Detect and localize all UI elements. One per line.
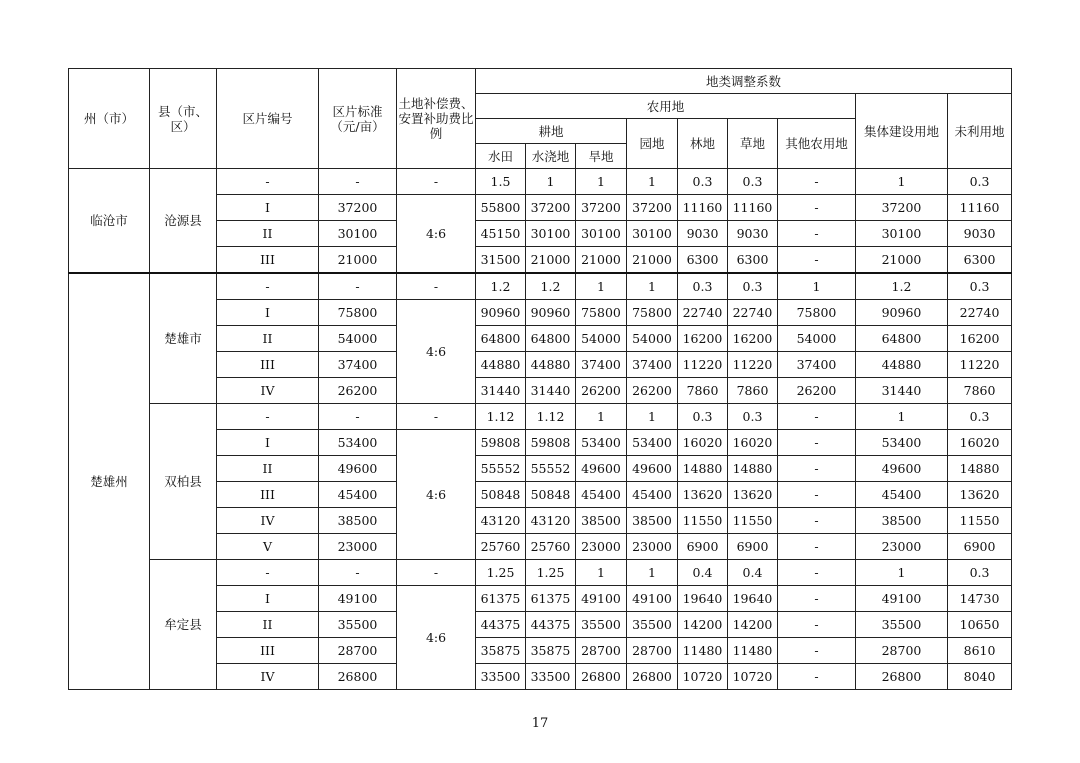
other-nong-cell: - bbox=[778, 456, 856, 482]
standard-cell: 26200 bbox=[319, 378, 397, 404]
jiti-cell: 64800 bbox=[856, 326, 948, 352]
caodi-cell: 6900 bbox=[728, 534, 778, 560]
qupian-no-cell: II bbox=[217, 612, 319, 638]
weili-cell: 11550 bbox=[948, 508, 1012, 534]
weili-cell: 0.3 bbox=[948, 169, 1012, 195]
lindi-cell: 16200 bbox=[678, 326, 728, 352]
page-number: 17 bbox=[531, 716, 549, 731]
caodi-cell: 9030 bbox=[728, 221, 778, 247]
lindi-cell: 19640 bbox=[678, 586, 728, 612]
shuijiao-cell: 21000 bbox=[526, 247, 576, 274]
shuitian-cell: 61375 bbox=[476, 586, 526, 612]
table-row bbox=[69, 560, 1012, 586]
header-ratio: 土地补偿费、安置补助费比例 bbox=[397, 69, 476, 169]
handi-cell: 49100 bbox=[576, 586, 627, 612]
other-nong-cell: 75800 bbox=[778, 300, 856, 326]
handi-cell: 54000 bbox=[576, 326, 627, 352]
standard-cell: 45400 bbox=[319, 482, 397, 508]
handi-cell: 23000 bbox=[576, 534, 627, 560]
qupian-no-cell: - bbox=[217, 169, 319, 195]
lindi-cell: 11220 bbox=[678, 352, 728, 378]
ratio-cell: - bbox=[397, 169, 476, 195]
handi-cell: 45400 bbox=[576, 482, 627, 508]
yuandi-cell: 30100 bbox=[627, 221, 678, 247]
standard-cell: 26800 bbox=[319, 664, 397, 690]
yuandi-cell: 38500 bbox=[627, 508, 678, 534]
qupian-no-cell: - bbox=[217, 560, 319, 586]
header-gengdi: 耕地 bbox=[476, 119, 627, 144]
county-cell: 沧源县 bbox=[150, 169, 217, 274]
handi-cell: 1 bbox=[576, 169, 627, 195]
yuandi-cell: 1 bbox=[627, 273, 678, 300]
standard-cell: 53400 bbox=[319, 430, 397, 456]
lindi-cell: 10720 bbox=[678, 664, 728, 690]
other-nong-cell: - bbox=[778, 430, 856, 456]
lindi-cell: 11160 bbox=[678, 195, 728, 221]
header-zhou: 州（市） bbox=[69, 69, 150, 169]
jiti-cell: 35500 bbox=[856, 612, 948, 638]
yuandi-cell: 49100 bbox=[627, 586, 678, 612]
caodi-cell: 16020 bbox=[728, 430, 778, 456]
ratio-cell: 4:6 bbox=[397, 586, 476, 690]
shuijiao-cell: 44880 bbox=[526, 352, 576, 378]
shuitian-cell: 50848 bbox=[476, 482, 526, 508]
qupian-no-cell: I bbox=[217, 430, 319, 456]
jiti-cell: 53400 bbox=[856, 430, 948, 456]
header-other-nong: 其他农用地 bbox=[778, 119, 856, 169]
jiti-cell: 28700 bbox=[856, 638, 948, 664]
shuijiao-cell: 1 bbox=[526, 169, 576, 195]
caodi-cell: 14880 bbox=[728, 456, 778, 482]
shuitian-cell: 1.25 bbox=[476, 560, 526, 586]
handi-cell: 1 bbox=[576, 560, 627, 586]
header-weili: 未利用地 bbox=[948, 94, 1012, 169]
shuijiao-cell: 31440 bbox=[526, 378, 576, 404]
ratio-cell: - bbox=[397, 404, 476, 430]
weili-cell: 22740 bbox=[948, 300, 1012, 326]
weili-cell: 0.3 bbox=[948, 560, 1012, 586]
yuandi-cell: 35500 bbox=[627, 612, 678, 638]
jiti-cell: 49600 bbox=[856, 456, 948, 482]
header-handi: 旱地 bbox=[576, 144, 627, 169]
other-nong-cell: - bbox=[778, 247, 856, 274]
shuijiao-cell: 30100 bbox=[526, 221, 576, 247]
standard-cell: 21000 bbox=[319, 247, 397, 274]
jiti-cell: 1 bbox=[856, 560, 948, 586]
standard-cell: 30100 bbox=[319, 221, 397, 247]
lindi-cell: 0.3 bbox=[678, 273, 728, 300]
yuandi-cell: 45400 bbox=[627, 482, 678, 508]
handi-cell: 38500 bbox=[576, 508, 627, 534]
other-nong-cell: - bbox=[778, 508, 856, 534]
jiti-cell: 23000 bbox=[856, 534, 948, 560]
lindi-cell: 7860 bbox=[678, 378, 728, 404]
shuitian-cell: 59808 bbox=[476, 430, 526, 456]
caodi-cell: 13620 bbox=[728, 482, 778, 508]
other-nong-cell: 37400 bbox=[778, 352, 856, 378]
yuandi-cell: 53400 bbox=[627, 430, 678, 456]
shuitian-cell: 25760 bbox=[476, 534, 526, 560]
jiti-cell: 44880 bbox=[856, 352, 948, 378]
lindi-cell: 22740 bbox=[678, 300, 728, 326]
header-shuijiao: 水浇地 bbox=[526, 144, 576, 169]
shuijiao-cell: 43120 bbox=[526, 508, 576, 534]
qupian-no-cell: IV bbox=[217, 378, 319, 404]
header-coef: 地类调整系数 bbox=[476, 69, 1012, 94]
standard-cell: 37400 bbox=[319, 352, 397, 378]
shuijiao-cell: 35875 bbox=[526, 638, 576, 664]
caodi-cell: 22740 bbox=[728, 300, 778, 326]
weili-cell: 7860 bbox=[948, 378, 1012, 404]
shuitian-cell: 45150 bbox=[476, 221, 526, 247]
shuitian-cell: 1.12 bbox=[476, 404, 526, 430]
other-nong-cell: - bbox=[778, 221, 856, 247]
table-row bbox=[69, 169, 1012, 195]
table-row bbox=[69, 404, 1012, 430]
header-jiti: 集体建设用地 bbox=[856, 94, 948, 169]
zhou-cell: 临沧市 bbox=[69, 169, 150, 274]
caodi-cell: 7860 bbox=[728, 378, 778, 404]
ratio-cell: - bbox=[397, 273, 476, 300]
header-yuandi: 园地 bbox=[627, 119, 678, 169]
caodi-cell: 0.3 bbox=[728, 273, 778, 300]
standard-cell: 37200 bbox=[319, 195, 397, 221]
ratio-cell: 4:6 bbox=[397, 300, 476, 404]
other-nong-cell: 1 bbox=[778, 273, 856, 300]
shuijiao-cell: 1.2 bbox=[526, 273, 576, 300]
handi-cell: 30100 bbox=[576, 221, 627, 247]
qupian-no-cell: II bbox=[217, 456, 319, 482]
county-cell: 双柏县 bbox=[150, 404, 217, 560]
yuandi-cell: 37400 bbox=[627, 352, 678, 378]
handi-cell: 53400 bbox=[576, 430, 627, 456]
qupian-no-cell: II bbox=[217, 221, 319, 247]
caodi-cell: 16200 bbox=[728, 326, 778, 352]
caodi-cell: 11220 bbox=[728, 352, 778, 378]
caodi-cell: 11480 bbox=[728, 638, 778, 664]
table-row bbox=[69, 273, 1012, 300]
yuandi-cell: 37200 bbox=[627, 195, 678, 221]
shuijiao-cell: 55552 bbox=[526, 456, 576, 482]
lindi-cell: 0.3 bbox=[678, 404, 728, 430]
other-nong-cell: - bbox=[778, 612, 856, 638]
shuijiao-cell: 37200 bbox=[526, 195, 576, 221]
weili-cell: 13620 bbox=[948, 482, 1012, 508]
jiti-cell: 90960 bbox=[856, 300, 948, 326]
other-nong-cell: - bbox=[778, 586, 856, 612]
yuandi-cell: 54000 bbox=[627, 326, 678, 352]
handi-cell: 1 bbox=[576, 273, 627, 300]
jiti-cell: 38500 bbox=[856, 508, 948, 534]
weili-cell: 16200 bbox=[948, 326, 1012, 352]
county-cell: 楚雄市 bbox=[150, 273, 217, 404]
weili-cell: 8040 bbox=[948, 664, 1012, 690]
ratio-cell: - bbox=[397, 560, 476, 586]
caodi-cell: 19640 bbox=[728, 586, 778, 612]
shuijiao-cell: 33500 bbox=[526, 664, 576, 690]
weili-cell: 16020 bbox=[948, 430, 1012, 456]
other-nong-cell: - bbox=[778, 638, 856, 664]
weili-cell: 14730 bbox=[948, 586, 1012, 612]
qupian-no-cell: - bbox=[217, 273, 319, 300]
weili-cell: 10650 bbox=[948, 612, 1012, 638]
standard-cell: 35500 bbox=[319, 612, 397, 638]
jiti-cell: 49100 bbox=[856, 586, 948, 612]
handi-cell: 35500 bbox=[576, 612, 627, 638]
lindi-cell: 0.3 bbox=[678, 169, 728, 195]
shuitian-cell: 43120 bbox=[476, 508, 526, 534]
shuijiao-cell: 1.25 bbox=[526, 560, 576, 586]
shuijiao-cell: 59808 bbox=[526, 430, 576, 456]
lindi-cell: 16020 bbox=[678, 430, 728, 456]
qupian-no-cell: I bbox=[217, 300, 319, 326]
ratio-cell: 4:6 bbox=[397, 430, 476, 560]
shuitian-cell: 35875 bbox=[476, 638, 526, 664]
other-nong-cell: 26200 bbox=[778, 378, 856, 404]
header-standard: 区片标准（元/亩） bbox=[319, 69, 397, 169]
lindi-cell: 14880 bbox=[678, 456, 728, 482]
jiti-cell: 30100 bbox=[856, 221, 948, 247]
shuitian-cell: 44375 bbox=[476, 612, 526, 638]
standard-cell: 49600 bbox=[319, 456, 397, 482]
weili-cell: 11220 bbox=[948, 352, 1012, 378]
qupian-no-cell: IV bbox=[217, 508, 319, 534]
shuijiao-cell: 44375 bbox=[526, 612, 576, 638]
weili-cell: 0.3 bbox=[948, 404, 1012, 430]
caodi-cell: 11160 bbox=[728, 195, 778, 221]
shuitian-cell: 31440 bbox=[476, 378, 526, 404]
qupian-no-cell: IV bbox=[217, 664, 319, 690]
caodi-cell: 0.4 bbox=[728, 560, 778, 586]
table-body bbox=[69, 169, 1012, 690]
lindi-cell: 13620 bbox=[678, 482, 728, 508]
shuitian-cell: 55552 bbox=[476, 456, 526, 482]
lindi-cell: 0.4 bbox=[678, 560, 728, 586]
header-qupian-no: 区片编号 bbox=[217, 69, 319, 169]
weili-cell: 0.3 bbox=[948, 273, 1012, 300]
handi-cell: 26200 bbox=[576, 378, 627, 404]
header-caodi: 草地 bbox=[728, 119, 778, 169]
yuandi-cell: 49600 bbox=[627, 456, 678, 482]
weili-cell: 8610 bbox=[948, 638, 1012, 664]
lindi-cell: 14200 bbox=[678, 612, 728, 638]
standard-cell: - bbox=[319, 560, 397, 586]
shuitian-cell: 1.5 bbox=[476, 169, 526, 195]
land-compensation-table bbox=[68, 68, 1012, 690]
yuandi-cell: 23000 bbox=[627, 534, 678, 560]
jiti-cell: 1.2 bbox=[856, 273, 948, 300]
yuandi-cell: 26800 bbox=[627, 664, 678, 690]
yuandi-cell: 1 bbox=[627, 169, 678, 195]
jiti-cell: 37200 bbox=[856, 195, 948, 221]
standard-cell: 54000 bbox=[319, 326, 397, 352]
shuijiao-cell: 90960 bbox=[526, 300, 576, 326]
jiti-cell: 21000 bbox=[856, 247, 948, 274]
handi-cell: 21000 bbox=[576, 247, 627, 274]
yuandi-cell: 26200 bbox=[627, 378, 678, 404]
caodi-cell: 11550 bbox=[728, 508, 778, 534]
qupian-no-cell: III bbox=[217, 482, 319, 508]
jiti-cell: 45400 bbox=[856, 482, 948, 508]
lindi-cell: 11550 bbox=[678, 508, 728, 534]
shuijiao-cell: 1.12 bbox=[526, 404, 576, 430]
header-nongyong: 农用地 bbox=[476, 94, 856, 119]
shuitian-cell: 33500 bbox=[476, 664, 526, 690]
yuandi-cell: 75800 bbox=[627, 300, 678, 326]
yuandi-cell: 21000 bbox=[627, 247, 678, 274]
handi-cell: 37400 bbox=[576, 352, 627, 378]
shuitian-cell: 31500 bbox=[476, 247, 526, 274]
handi-cell: 1 bbox=[576, 404, 627, 430]
shuijiao-cell: 50848 bbox=[526, 482, 576, 508]
shuijiao-cell: 25760 bbox=[526, 534, 576, 560]
other-nong-cell: 54000 bbox=[778, 326, 856, 352]
header-xian: 县（市、区） bbox=[150, 69, 217, 169]
shuijiao-cell: 61375 bbox=[526, 586, 576, 612]
handi-cell: 75800 bbox=[576, 300, 627, 326]
yuandi-cell: 1 bbox=[627, 560, 678, 586]
shuitian-cell: 64800 bbox=[476, 326, 526, 352]
shuitian-cell: 1.2 bbox=[476, 273, 526, 300]
caodi-cell: 10720 bbox=[728, 664, 778, 690]
standard-cell: 23000 bbox=[319, 534, 397, 560]
standard-cell: - bbox=[319, 404, 397, 430]
handi-cell: 49600 bbox=[576, 456, 627, 482]
other-nong-cell: - bbox=[778, 482, 856, 508]
other-nong-cell: - bbox=[778, 664, 856, 690]
caodi-cell: 0.3 bbox=[728, 404, 778, 430]
header-lindi: 林地 bbox=[678, 119, 728, 169]
county-cell: 牟定县 bbox=[150, 560, 217, 690]
qupian-no-cell: V bbox=[217, 534, 319, 560]
qupian-no-cell: - bbox=[217, 404, 319, 430]
caodi-cell: 0.3 bbox=[728, 169, 778, 195]
standard-cell: 75800 bbox=[319, 300, 397, 326]
handi-cell: 37200 bbox=[576, 195, 627, 221]
qupian-no-cell: III bbox=[217, 638, 319, 664]
standard-cell: 49100 bbox=[319, 586, 397, 612]
caodi-cell: 14200 bbox=[728, 612, 778, 638]
lindi-cell: 6300 bbox=[678, 247, 728, 274]
other-nong-cell: - bbox=[778, 534, 856, 560]
standard-cell: 38500 bbox=[319, 508, 397, 534]
other-nong-cell: - bbox=[778, 560, 856, 586]
qupian-no-cell: I bbox=[217, 586, 319, 612]
ratio-cell: 4:6 bbox=[397, 195, 476, 274]
jiti-cell: 1 bbox=[856, 404, 948, 430]
weili-cell: 11160 bbox=[948, 195, 1012, 221]
shuitian-cell: 90960 bbox=[476, 300, 526, 326]
standard-cell: 28700 bbox=[319, 638, 397, 664]
lindi-cell: 6900 bbox=[678, 534, 728, 560]
standard-cell: - bbox=[319, 273, 397, 300]
shuijiao-cell: 64800 bbox=[526, 326, 576, 352]
qupian-no-cell: III bbox=[217, 247, 319, 274]
jiti-cell: 1 bbox=[856, 169, 948, 195]
weili-cell: 6900 bbox=[948, 534, 1012, 560]
caodi-cell: 6300 bbox=[728, 247, 778, 274]
other-nong-cell: - bbox=[778, 195, 856, 221]
other-nong-cell: - bbox=[778, 169, 856, 195]
jiti-cell: 31440 bbox=[856, 378, 948, 404]
weili-cell: 6300 bbox=[948, 247, 1012, 274]
handi-cell: 26800 bbox=[576, 664, 627, 690]
qupian-no-cell: I bbox=[217, 195, 319, 221]
zhou-cell: 楚雄州 bbox=[69, 273, 150, 690]
lindi-cell: 9030 bbox=[678, 221, 728, 247]
weili-cell: 14880 bbox=[948, 456, 1012, 482]
shuitian-cell: 44880 bbox=[476, 352, 526, 378]
other-nong-cell: - bbox=[778, 404, 856, 430]
yuandi-cell: 1 bbox=[627, 404, 678, 430]
lindi-cell: 11480 bbox=[678, 638, 728, 664]
qupian-no-cell: II bbox=[217, 326, 319, 352]
jiti-cell: 26800 bbox=[856, 664, 948, 690]
weili-cell: 9030 bbox=[948, 221, 1012, 247]
standard-cell: - bbox=[319, 169, 397, 195]
yuandi-cell: 28700 bbox=[627, 638, 678, 664]
handi-cell: 28700 bbox=[576, 638, 627, 664]
header-shuitian: 水田 bbox=[476, 144, 526, 169]
shuitian-cell: 55800 bbox=[476, 195, 526, 221]
qupian-no-cell: III bbox=[217, 352, 319, 378]
